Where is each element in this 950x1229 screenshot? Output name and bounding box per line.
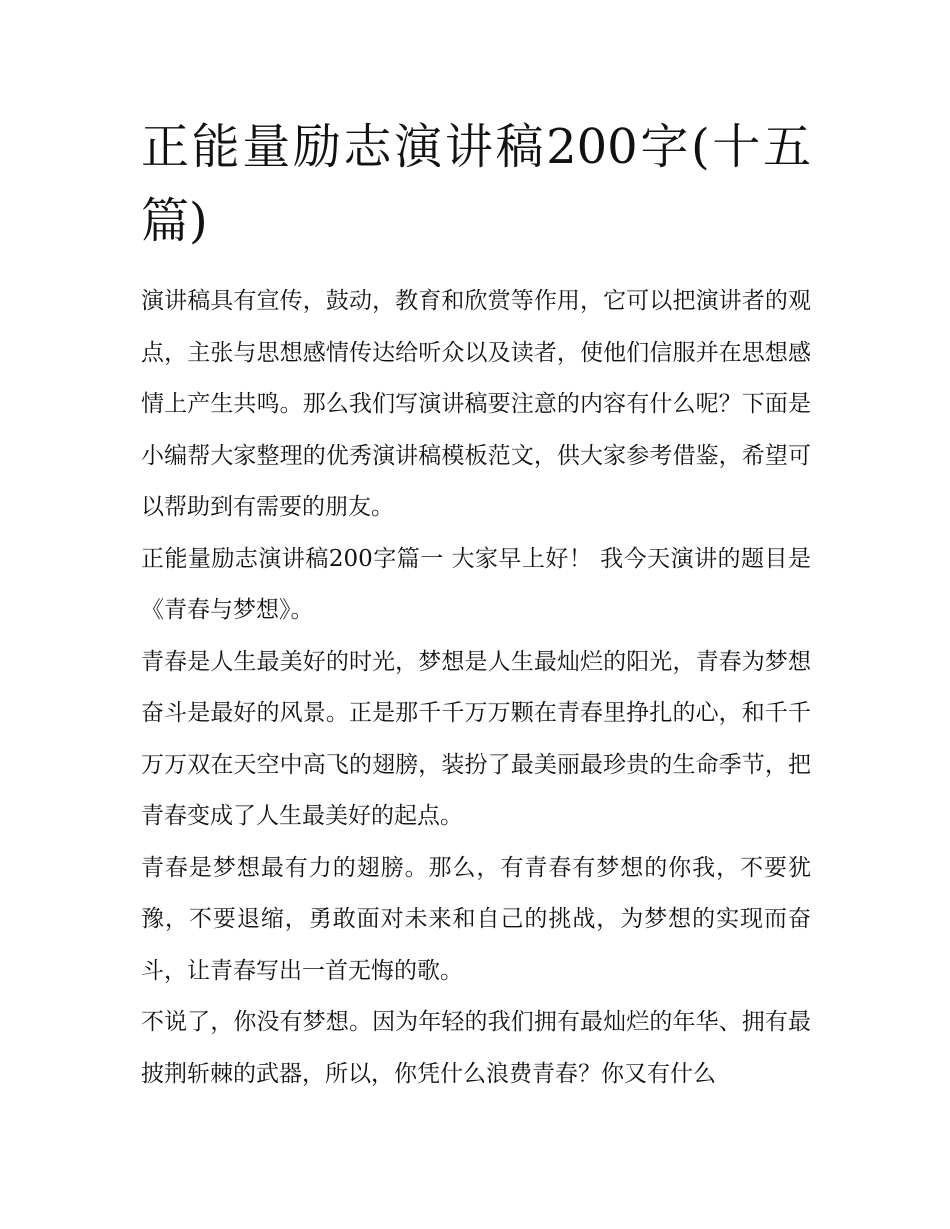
- paragraph-speech-heading: 正能量励志演讲稿200字篇一 大家早上好！ 我今天演讲的题目是《青春与梦想》。: [141, 545, 811, 623]
- paragraph: 青春是梦想最有力的翅膀。那么，有青春有梦想的你我，不要犹豫，不要退缩，勇敢面对未来和自己的挑战，为梦想的实现而奋斗，让青春写出一首无悔的歌。: [141, 854, 811, 984]
- paragraph: 青春是人生最美好的时光，梦想是人生最灿烂的阳光，青春为梦想奋斗是最好的风景。正是那千千万万颗在青春里挣扎的心，和千千万万双在天空中高飞的翅膀，装扮了最美丽最珍贵的生命季节，把青春变成了人生最美好的起点。: [141, 648, 811, 829]
- document-content: [141, 110, 811, 1100]
- document-body: [141, 276, 811, 1100]
- document-title: 正能量励志演讲稿200字(十五篇): [141, 119, 811, 249]
- paragraph-intro: 演讲稿具有宣传，鼓动，教育和欣赏等作用，它可以把演讲者的观点，主张与思想感情传达给听众以及读者，使他们信服并在思想感情上产生共鸣。那么我们写演讲稿要注意的内容有什么呢？下面是小编帮大家整理的优秀演讲稿模板范文，供大家参考借鉴，希望可以帮助到有需要的朋友。: [141, 288, 811, 520]
- paragraph: 不说了，你没有梦想。因为年轻的我们拥有最灿烂的年华、拥有最披荆斩棘的武器，所以，你凭什么浪费青春？你又有什么: [141, 1009, 811, 1087]
